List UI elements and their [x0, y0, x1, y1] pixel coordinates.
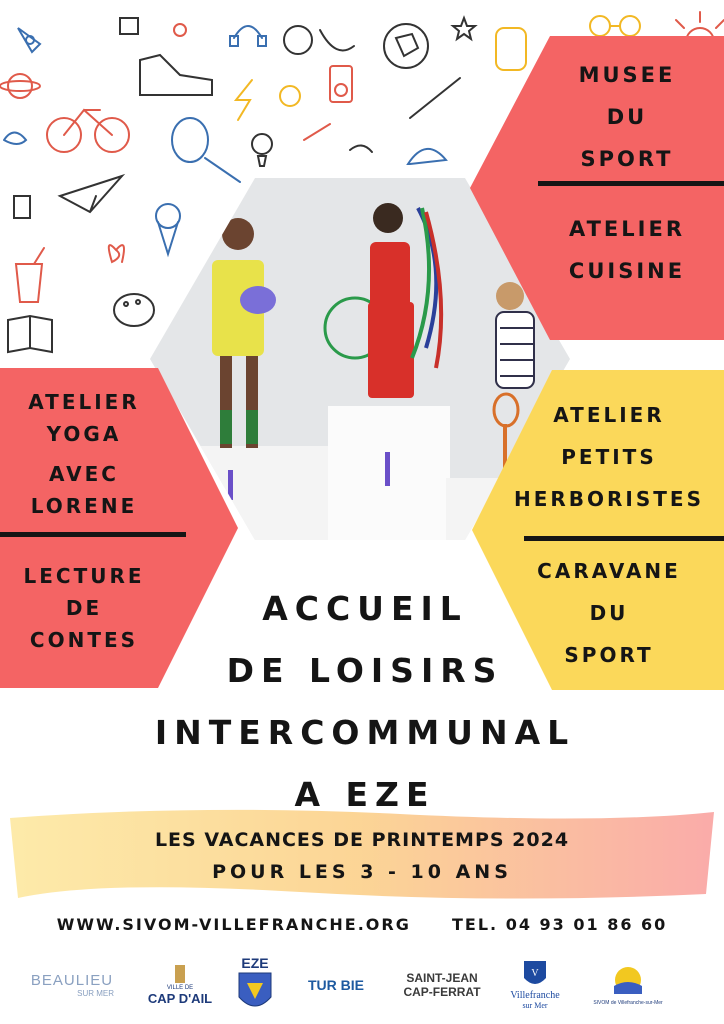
panel-text-line: DE	[65, 596, 103, 620]
butterfly-icon	[109, 245, 124, 262]
bow-icon	[350, 145, 372, 152]
logo-text: SAINT-JEAN	[406, 971, 478, 985]
logo-villefranche	[502, 950, 568, 1020]
logo-subtext: SUR MER	[77, 989, 114, 998]
crayon-icon	[304, 124, 330, 140]
panel-text-line: ATELIER	[28, 390, 140, 414]
website-link[interactable]: WWW.SIVOM-VILLEFRANCHE.ORG	[56, 915, 411, 934]
book-icon	[8, 316, 52, 352]
panel-text-line: LORENE	[30, 494, 138, 518]
banner-line-1: LES VACANCES DE PRINTEMPS 2024	[154, 829, 570, 851]
sneaker-icon	[140, 55, 212, 95]
title-line: ACCUEIL	[262, 589, 468, 628]
panel-text-line: DU	[606, 105, 648, 129]
cap-hat-icon	[408, 149, 446, 164]
drink-icon	[16, 248, 44, 302]
panel-text-line: ATELIER	[568, 217, 685, 241]
rocket-icon	[18, 28, 40, 52]
banner-line-2: POUR LES 3 - 10 ANS	[212, 861, 512, 883]
shield-icon	[523, 960, 547, 990]
logo-la-turbie	[300, 950, 372, 1020]
panel-text-line: YOGA	[46, 422, 122, 446]
panel-text-line: MUSEE	[578, 63, 676, 87]
panel-text-line: SPORT	[580, 147, 674, 171]
planet-icon	[0, 74, 40, 98]
sivom-emblem-icon	[608, 964, 648, 1000]
logo-eze	[228, 950, 282, 1020]
logo-beaulieu	[22, 950, 122, 1020]
logo-text: TUR BIE	[308, 977, 364, 993]
logo-text: EZE	[241, 955, 269, 971]
logo-subtext: VILLE DE	[166, 984, 194, 991]
logo-text: BEAULIEU	[30, 972, 114, 989]
divider	[524, 536, 724, 541]
palette-icon	[114, 294, 154, 326]
paintbrush-icon	[410, 78, 460, 118]
flower-icon	[174, 24, 186, 36]
banner-text	[60, 824, 664, 888]
racket-icon	[172, 118, 240, 182]
panel-text-line: PETITS	[561, 445, 657, 469]
panel-text-line: HERBORISTES	[513, 487, 704, 511]
panel-text-line: AVEC	[49, 462, 119, 486]
earphones-icon	[320, 30, 354, 50]
panel-text-line: CONTES	[29, 628, 139, 652]
music-player-icon	[330, 66, 352, 102]
splash-icon	[284, 26, 312, 54]
divider	[0, 532, 186, 537]
lighthouse-icon	[175, 965, 185, 983]
logo-text: CAP D'AIL	[147, 990, 213, 1006]
bird-icon	[4, 133, 26, 145]
phone-number[interactable]: TEL. 04 93 01 86 60	[452, 915, 668, 934]
lightning-icon	[236, 80, 252, 120]
panel-text-line: SPORT	[564, 643, 654, 667]
headphones-icon	[230, 26, 266, 46]
cap-icon	[120, 18, 138, 34]
logo-saint-jean	[394, 950, 490, 1020]
sunglasses-icon	[590, 16, 640, 36]
title-line: A EZE	[294, 775, 436, 814]
panel-text-line: CARAVANE	[537, 559, 681, 583]
bicycle-icon	[47, 110, 129, 152]
divider	[538, 181, 724, 186]
contact-line	[0, 915, 724, 934]
main-title	[90, 578, 640, 826]
pencil-cup-icon	[14, 196, 30, 218]
panel-text-line: ATELIER	[553, 403, 665, 427]
logo-cap-dail	[140, 950, 220, 1020]
partner-logos	[0, 950, 724, 1024]
lightbulb-icon	[252, 134, 272, 166]
panel-right-top	[470, 36, 724, 340]
crest-icon	[237, 971, 273, 1015]
paper-plane-icon	[60, 176, 122, 212]
logo-text: CAP-FERRAT	[403, 985, 481, 999]
panel-text-line: LECTURE	[23, 564, 145, 588]
logo-text: Villefranche	[510, 990, 560, 1001]
panel-text-line: CUISINE	[568, 259, 686, 283]
smiley-icon	[280, 86, 300, 106]
logo-subtext: sur Mer	[522, 1001, 548, 1010]
logo-text: SIVOM de Villefranche-sur-Mer	[593, 1000, 663, 1006]
svg-text:V: V	[531, 968, 539, 979]
soccer-ball-icon	[384, 24, 428, 68]
title-line: INTERCOMMUNAL	[154, 713, 576, 752]
title-line: DE LOISIRS	[226, 651, 504, 690]
logo-sivom	[588, 950, 668, 1020]
panel-text-line: DU	[589, 601, 629, 625]
